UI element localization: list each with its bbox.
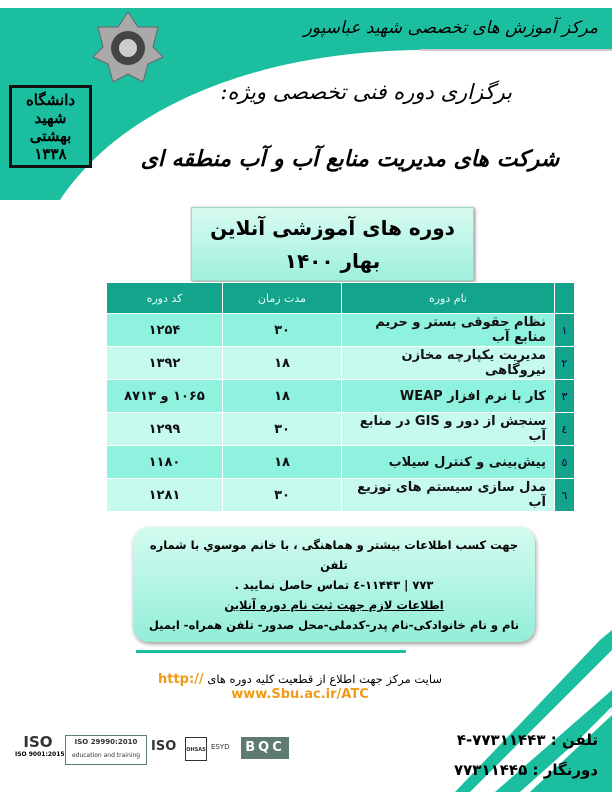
cell-num: ۳ [555,380,575,413]
table-row [107,380,575,413]
subtitle: برگزاری دوره فنی تخصصی ویژه: [220,80,512,104]
org-title: شرکت های مدیریت منابع آب و آب منطقه ای [140,146,560,172]
iso-14001-logo: ISO [151,739,177,754]
website-text: سایت مرکز جهت اطلاع از قطعیت کلیه دوره های [207,672,443,686]
cell-duration: ۱۸ [223,347,342,380]
website-link[interactable]: http:// www.Sbu.ac.ir/ATC [157,672,369,702]
university-logo [9,85,92,168]
info-line1: جهت کسب اطلاعات بیشتر و هماهنگی ، با خانم موسوي با شماره تلفن [149,538,519,572]
cell-name: نظام حقوقی بستر و حریم منابع آب [342,314,555,347]
table-row [107,479,575,512]
phone-label: تلفن : [550,731,598,749]
cell-num: ۲ [555,347,575,380]
title-line2: بهار ۱۴۰۰ [284,249,381,273]
phone-number: ۷۷۳۱۱۴۴۳-۴ [456,731,546,749]
info-box [133,527,535,642]
cell-code: ۱۲۹۹ [107,413,223,446]
cell-code: ۱۱۸۰ [107,446,223,479]
duration-header: مدت زمان [223,283,342,314]
cell-code: ۱۳۹۲ [107,347,223,380]
fax-number: ۷۷۳۱۱۴۴۵ [454,761,528,779]
contact-info [454,725,598,785]
code-header: کد دوره [107,283,223,314]
cell-duration: ۳۰ [223,413,342,446]
ohsas-logo: OHSAS [185,737,207,761]
table-row [107,413,575,446]
title-line1: دوره های آموزشی آنلاین [210,216,455,240]
cell-code: ۱۲۸۱ [107,479,223,512]
cell-num: ٦ [555,479,575,512]
center-name: مرکز آموزش های تخصصی شهید عباسپور [303,18,598,38]
info-line2: ۷۷۳ | ۱۱۴۴۳-٤ تماس حاصل نمایید . [234,578,434,592]
cell-name: کار با نرم افزار WEAP [342,380,555,413]
cell-name: مدل سازی سیستم های توزیع آب [342,479,555,512]
fax-label: دورنگار : [532,761,598,779]
esyd-logo: ESYD [211,743,230,751]
table-row [107,314,575,347]
cell-num: ۱ [555,314,575,347]
title-box [191,207,474,281]
university-logo-text: دانشگاه شهید بهشتی ۱۳۳۸ [25,91,76,163]
cell-num: ٥ [555,446,575,479]
cell-duration: ۳۰ [223,479,342,512]
cert-logos [15,725,295,775]
cell-name: سنجش از دور و GIS در منابع آب [342,413,555,446]
name-header: نام دوره [342,283,555,314]
divider [136,650,406,653]
cell-duration: ۳۰ [223,314,342,347]
info-line4: نام و نام خانوادکی-نام پدر-کدملی-محل صدور- تلفن همراه- ایمیل [148,618,520,632]
cell-num: ٤ [555,413,575,446]
num-header [555,283,575,314]
bqc-logo: BQC [241,737,289,759]
table-row [107,347,575,380]
cell-code: ۱۲۵۴ [107,314,223,347]
courses-table [106,282,575,512]
cell-code: ۱۰۶۵ و ۸۷۱۳ [107,380,223,413]
cell-duration: ۱۸ [223,446,342,479]
cell-duration: ۱۸ [223,380,342,413]
iso-29990-logo: ISO 29990:2010 education and training [65,735,147,765]
cell-name: مدیریت یکپارچه مخازن نیروگاهی [342,347,555,380]
info-line3: اطلاعات لازم جهت ثبت نام دوره آنلاین [224,598,444,612]
center-logo [93,12,163,82]
iso-9001-logo: ISO ISO 9001:2015 [15,733,65,758]
website-line [90,672,510,702]
gear-star-icon [93,12,163,82]
table-row [107,446,575,479]
cell-name: پیش‌بینی و کنترل سیلاب [342,446,555,479]
